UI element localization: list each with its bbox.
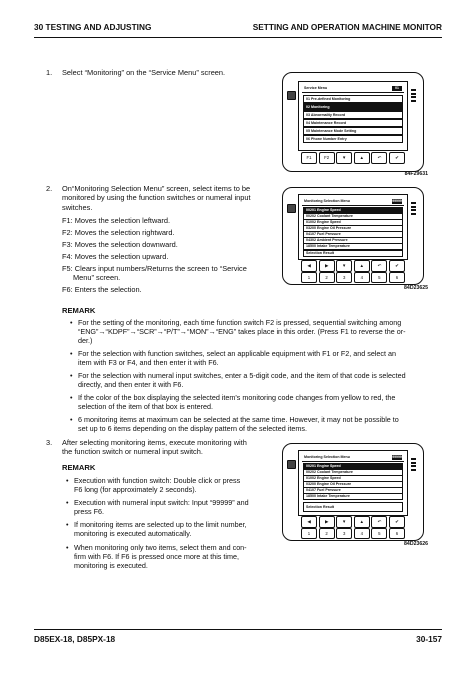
monitor-row: 00202 Coolant Temperature — [303, 213, 403, 220]
remark-heading: REMARK — [62, 306, 96, 315]
f1-key[interactable]: F1 — [301, 152, 317, 164]
screen-title: Monitoring Selection Menu 99999 — [302, 454, 404, 462]
numeral-key-2[interactable]: 2 — [319, 528, 335, 539]
screen-tag: 99999 — [392, 455, 402, 459]
numeral-key-6[interactable]: 6 — [389, 272, 405, 283]
f3-key[interactable]: ▼ — [336, 516, 352, 528]
remark-item: • Execution with numeral input switch: Input “99999” and press F6. — [66, 498, 284, 516]
function-keys — [301, 516, 405, 528]
indicator-lamp-icon — [287, 91, 296, 100]
f5-key[interactable]: ↶ — [371, 152, 387, 164]
numeral-key-1[interactable]: 1 — [301, 528, 317, 539]
screen-title: Service Menu 01 — [302, 85, 404, 93]
numeral-key-2[interactable]: 2 — [319, 272, 335, 283]
monitor-row: 04107 Fuel Pressure — [303, 231, 403, 238]
figure-code: 84D23626 — [404, 541, 428, 547]
numeral-key-5[interactable]: 5 — [371, 272, 387, 283]
monitor-bezel — [282, 443, 424, 541]
menu-row: 03 Abnormality Record — [303, 111, 403, 119]
remark-item: • 6 monitoring items at maximum can be selected at the same time. However, it may not be possible to set up to 6 items depending on the display pattern of the selected items. — [70, 415, 450, 433]
remark-item: • If monitoring items are selected up to the limit number, monitoring is executed automatically. — [66, 520, 284, 538]
step-text: Select “Monitoring” on the “Service Menu” screen. — [62, 68, 226, 77]
indicator-lamp-icon — [287, 460, 296, 469]
menu-row-selected: 02 Monitoring — [303, 103, 403, 111]
numeral-key-6[interactable]: 6 — [389, 528, 405, 539]
f6-key[interactable]: ✔ — [389, 516, 405, 528]
screen-tag: 99999 — [392, 199, 402, 203]
screen-tag: 01 — [392, 86, 402, 91]
step-number: 2. — [46, 184, 53, 193]
function-list: F1: Moves the selection leftward. F2: Moves the selection rightward. F3: Moves the selection downward. F4: Moves the selection upward. F5: Clears input numbers/Returns the screen to “Service Menu” screen. F6: Enters the selection. — [62, 216, 247, 294]
step-text: After selecting monitoring items, execute monitoring with the function switch or numeral input switch. — [62, 438, 247, 457]
monitor-row: 04107 Fuel Pressure — [303, 487, 403, 494]
model-name: D85EX-18, D85PX-18 — [34, 634, 116, 644]
f3-key[interactable]: ▼ — [336, 260, 352, 272]
remark-item: • For the selection with function switches, select an applicable equipment with F1 or F2, and select an item with F3 or F4, and then enter it with F6. — [70, 349, 450, 367]
page-title: SETTING AND OPERATION MACHINE MONITOR — [252, 22, 442, 32]
monitor-row: 01002 Engine Speed — [303, 219, 403, 226]
function-keys — [301, 152, 405, 164]
f5-key[interactable]: ↶ — [371, 516, 387, 528]
indicator-lamp-icon — [287, 204, 296, 213]
numeral-key-3[interactable]: 3 — [336, 272, 352, 283]
monitor-row-selected: 00201 Engine Speed — [303, 463, 403, 470]
monitor-row: 04302 Ambient Pressure — [303, 237, 403, 244]
monitor-figure-selection-menu — [282, 187, 428, 299]
header-rule — [34, 37, 442, 38]
numeral-key-4[interactable]: 4 — [354, 272, 370, 283]
monitor-row: 18500 Intake Temperature — [303, 493, 403, 500]
step-number: 1. — [46, 68, 53, 77]
brightness-bars-icon — [411, 202, 416, 216]
selection-result: Selection Result — [303, 250, 403, 257]
numeral-key-5[interactable]: 5 — [371, 528, 387, 539]
monitor-row: 03200 Engine Oil Pressure — [303, 481, 403, 488]
monitor-row: 03200 Engine Oil Pressure — [303, 225, 403, 232]
function-keys — [301, 260, 405, 272]
monitor-bezel — [282, 187, 424, 285]
f4-key[interactable]: ▲ — [354, 516, 370, 528]
f6-key[interactable]: ✔ — [389, 152, 405, 164]
menu-row: 01 Pre-defined Monitoring — [303, 95, 403, 103]
monitor-screen — [298, 81, 408, 151]
figure-code: 84F29631 — [404, 171, 428, 177]
screen-title: Monitoring Selection Menu 99999 — [302, 198, 404, 206]
numeral-key-4[interactable]: 4 — [354, 528, 370, 539]
step-text: On“Monitoring Selection Menu” screen, select items to be monitored by using the function switches or numeral input switches. — [62, 184, 251, 212]
remark-item: • For the selection with numeral input switches, enter a 5-digit code, and the item of that code is selected directly, and then enter it with F6. — [70, 371, 450, 389]
monitor-row: 18500 Intake Temperature — [303, 243, 403, 250]
remark-item: • For the setting of the monitoring, each time function switch F2 is pressed, sequential switching among “ENG”→“KDPF”→“SCR”→“P/T”→“MON”→“ENG” takes place in this order. (Press F1 to reverse the or- der.) — [70, 318, 450, 345]
numeral-key-3[interactable]: 3 — [336, 528, 352, 539]
f2-key[interactable]: ▶ — [319, 260, 335, 272]
selection-result: Selection Result — [303, 502, 403, 512]
f2-key[interactable]: F2 — [319, 152, 335, 164]
monitor-screen — [298, 194, 408, 260]
monitor-figure-selection-result — [282, 443, 428, 555]
numeral-keys — [301, 272, 405, 283]
remark-item: • When monitoring only two items, select them and con- firm with F6. If F6 is pressed once more at this time, monitoring is executed. — [66, 543, 284, 570]
figure-code: 84D23625 — [404, 285, 428, 291]
menu-row: 04 Maintenance Record — [303, 119, 403, 127]
menu-row: 05 Maintenance Mode Setting — [303, 127, 403, 135]
monitor-row-selected: 00201 Engine Speed — [303, 207, 403, 214]
footer-rule — [34, 629, 442, 630]
remark-item: • If the color of the box displaying the selected item's monitoring code changes from yellow to red, the selection of the item of that box is entered. — [70, 393, 450, 411]
numeral-key-1[interactable]: 1 — [301, 272, 317, 283]
f1-key[interactable]: ◀ — [301, 260, 317, 272]
step-number: 3. — [46, 438, 53, 447]
monitor-screen — [298, 450, 408, 516]
monitor-bezel — [282, 72, 424, 172]
f4-key[interactable]: ▲ — [354, 260, 370, 272]
brightness-bars-icon — [411, 89, 416, 103]
f5-key[interactable]: ↶ — [371, 260, 387, 272]
f1-key[interactable]: ◀ — [301, 516, 317, 528]
brightness-bars-icon — [411, 458, 416, 472]
page-number: 30-157 — [416, 634, 442, 644]
monitor-row: 00202 Coolant Temperature — [303, 469, 403, 476]
section-title: 30 TESTING AND ADJUSTING — [34, 22, 152, 32]
menu-row: 06 Phone Number Entry — [303, 135, 403, 143]
f4-key[interactable]: ▲ — [354, 152, 370, 164]
f6-key[interactable]: ✔ — [389, 260, 405, 272]
f2-key[interactable]: ▶ — [319, 516, 335, 528]
remark-item: • Execution with function switch: Double click or press F6 long (for approximately 2 seconds). — [66, 476, 284, 494]
f3-key[interactable]: ▼ — [336, 152, 352, 164]
monitor-figure-service-menu — [282, 72, 428, 178]
numeral-keys — [301, 528, 405, 539]
monitor-row: 01002 Engine Speed — [303, 475, 403, 482]
page-header — [34, 22, 442, 36]
remark-heading: REMARK — [62, 463, 96, 472]
